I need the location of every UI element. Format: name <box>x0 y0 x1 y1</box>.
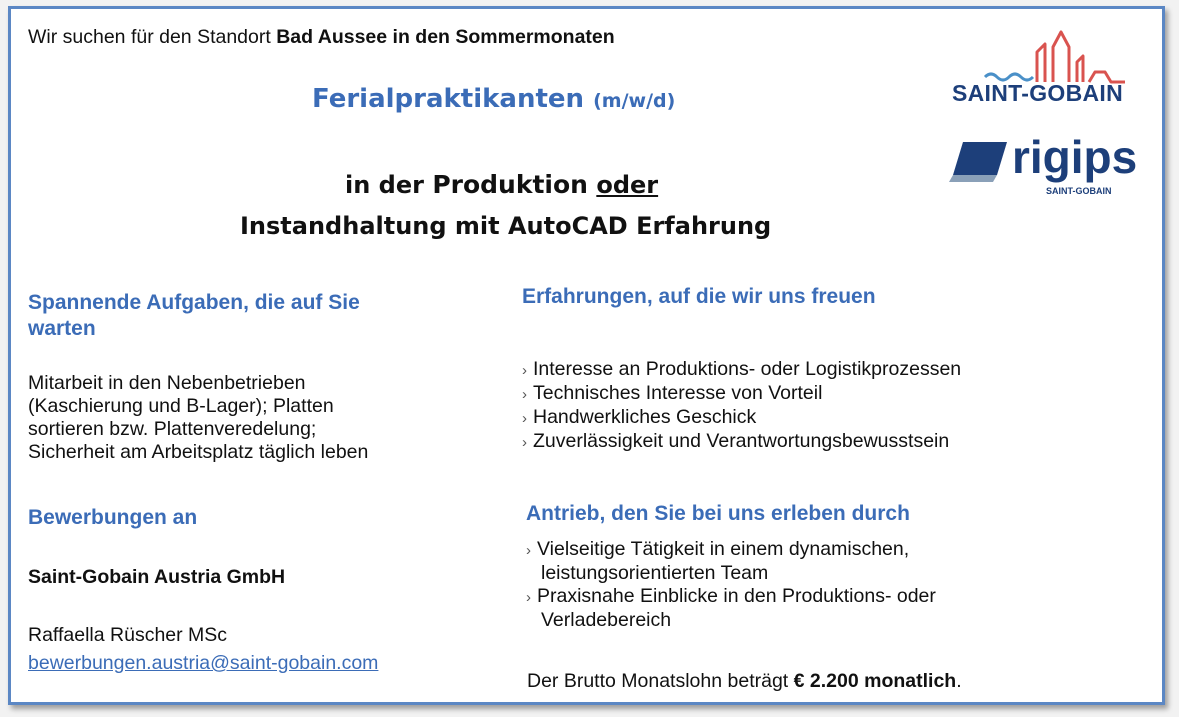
saint-gobain-wordmark: SAINT-GOBAIN <box>952 80 1123 106</box>
salary-text: Der Brutto Monatslohn beträgt <box>527 670 794 692</box>
drive-heading: Antrieb, den Sie bei uns erleben durch <box>526 502 910 525</box>
tasks-line: Sicherheit am Arbeitsplatz täglich leben <box>28 441 369 463</box>
list-item-text: Technisches Interesse von Vorteil <box>533 382 823 404</box>
rigips-sub-wordmark: SAINT-GOBAIN <box>1046 186 1112 196</box>
list-item-text: Zuverlässigkeit und Verantwortungsbewusstsein <box>533 430 950 452</box>
job-title <box>312 84 675 114</box>
subtitle-line-1 <box>345 170 658 199</box>
tasks-heading-line-2: warten <box>28 317 96 340</box>
email-link[interactable]: bewerbungen.austria@saint-gobain.com <box>28 652 379 674</box>
subtitle-prefix: in der <box>345 171 433 199</box>
apply-heading: Bewerbungen an <box>28 506 198 529</box>
rigips-shape-icon <box>953 142 1007 175</box>
tasks-heading-line-1: Spannende Aufgaben, die auf Sie <box>28 291 360 314</box>
experience-heading: Erfahrungen, auf die wir uns freuen <box>522 285 876 308</box>
rigips-wordmark: rigips <box>1012 131 1138 183</box>
list-item <box>522 382 961 406</box>
intro-location: Bad Aussee in den Sommermonaten <box>276 26 615 48</box>
salary-line <box>527 670 962 693</box>
contact-person: Raffaella Rüscher MSc <box>28 624 228 646</box>
bullet-icon: › <box>522 434 527 451</box>
list-item-text: Handwerkliches Geschick <box>533 406 757 428</box>
tasks-line: Mitarbeit in den Nebenbetrieben <box>28 372 306 394</box>
experience-list <box>522 358 961 454</box>
list-item-continuation: Verladebereich <box>541 609 672 631</box>
subtitle-line-2: Instandhaltung mit AutoCAD Erfahrung <box>240 212 772 240</box>
list-item <box>526 538 936 562</box>
list-item-text: Vielseitige Tätigkeit in einem dynamischen, <box>537 538 910 560</box>
tasks-description <box>28 372 368 464</box>
bullet-icon: › <box>522 386 527 403</box>
list-item <box>522 358 961 382</box>
tasks-line: sortieren bzw. Plattenveredelung; <box>28 418 317 440</box>
company-name: Saint-Gobain Austria GmbH <box>28 566 286 588</box>
list-item <box>526 585 936 609</box>
intro-text: Wir suchen für den Standort <box>28 26 277 48</box>
list-item <box>522 406 961 430</box>
subtitle-produktion: Produktion <box>432 170 588 199</box>
tasks-line: (Kaschierung und B-Lager); Platten <box>28 395 334 417</box>
salary-amount: € 2.200 monatlich <box>793 670 957 692</box>
salary-end: . <box>956 670 962 692</box>
list-item-continuation: leistungsorientierten Team <box>541 562 769 584</box>
job-title-suffix: (m/w/d) <box>593 90 676 112</box>
logo-building-icon <box>1037 32 1125 82</box>
tasks-heading <box>28 290 360 342</box>
bullet-icon: › <box>526 589 531 606</box>
list-item <box>522 430 961 454</box>
bullet-icon: › <box>526 542 531 559</box>
drive-list <box>526 538 936 632</box>
list-item-text: Praxisnahe Einblicke in den Produktions- oder <box>537 585 936 607</box>
bullet-icon: › <box>522 410 527 427</box>
list-item-text: Interesse an Produktions- oder Logistikprozessen <box>533 358 962 380</box>
job-title-main: Ferialpraktikanten <box>312 84 585 114</box>
subtitle-oder: oder <box>596 171 659 199</box>
intro-line <box>28 26 615 49</box>
bullet-icon: › <box>522 362 527 379</box>
